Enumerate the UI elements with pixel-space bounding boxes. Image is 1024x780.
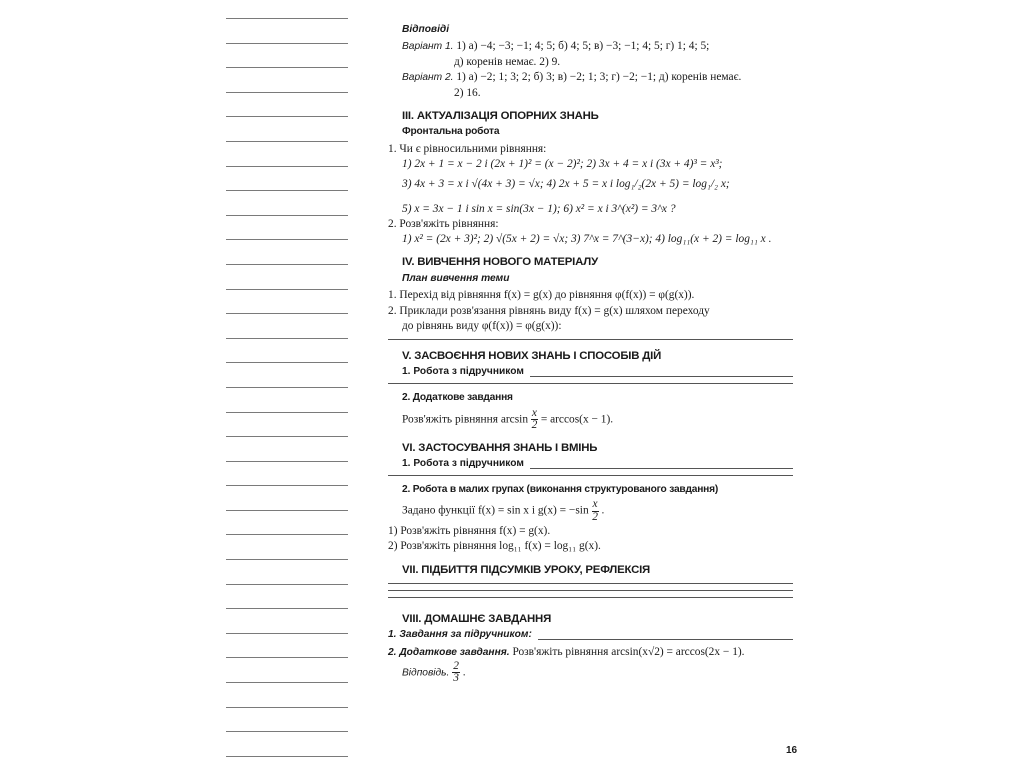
margin-note-line[interactable] [226, 559, 348, 560]
fraction-numerator: 2 [453, 659, 459, 672]
margin-note-line[interactable] [226, 166, 348, 167]
s8-extra-label: 2. Додаткове завдання. [388, 646, 510, 658]
answers-heading: Відповіді [402, 24, 450, 35]
margin-note-line[interactable] [226, 92, 348, 93]
margin-note-line[interactable] [226, 436, 348, 437]
page-number: 16 [786, 745, 798, 756]
s8-extra-text: Розв'яжіть рівняння arcsin(x√2) = arccos(2x − 1). [512, 645, 745, 658]
answer-line[interactable] [530, 468, 793, 469]
s4-plan-item-2-cont: до рівнянь виду φ(f(x)) = φ(g(x)): [402, 319, 562, 332]
margin-note-line[interactable] [226, 584, 348, 585]
margin-note-line[interactable] [226, 190, 348, 191]
margin-note-line[interactable] [226, 657, 348, 658]
answer-line[interactable] [388, 583, 793, 584]
section-4-title: IV. ВИВЧЕННЯ НОВОГО МАТЕРІАЛУ [402, 256, 598, 269]
fraction [452, 661, 460, 685]
margin-note-line[interactable] [226, 682, 348, 683]
variant-2-text-cont: 2) 16. [454, 86, 481, 99]
answer-line[interactable] [388, 339, 793, 340]
section-8-title: VIII. ДОМАШНЄ ЗАВДАННЯ [402, 612, 552, 625]
fraction-numerator: x [531, 406, 537, 419]
s5-task-post: = arccos(x − 1). [540, 413, 614, 426]
s5-work-row [402, 366, 793, 379]
margin-note-line[interactable] [226, 239, 348, 240]
margin-note-line[interactable] [226, 313, 348, 314]
s3-q2-line-1: 1) x² = (2x + 3)²; 2) √(5x + 2) = √x; 3) 7^x = 7^(3−x); 4) log₁₁(x + 2) = log₁₁ x . [402, 233, 772, 245]
s3-question-1: 1. Чи є рівносильними рівняння: [388, 142, 547, 155]
variant-2-text: 1) а) −2; 1; 3; 2; б) 3; в) −2; 1; 3; г) −2; −1; д) коренів немає. [456, 70, 742, 83]
section-6-title: VI. ЗАСТОСУВАННЯ ЗНАНЬ І ВМІНЬ [402, 441, 598, 454]
answer-line[interactable] [388, 590, 793, 591]
s6-given-pre: Задано функції f(x) = sin x і g(x) = −sin [402, 504, 589, 517]
s6-groups-label: 2. Робота в малих групах (виконання структурованого завдання) [402, 483, 719, 495]
margin-note-line[interactable] [226, 412, 348, 413]
margin-note-line[interactable] [226, 707, 348, 708]
margin-note-line[interactable] [226, 534, 348, 535]
s6-work-label: 1. Робота з підручником [402, 457, 524, 469]
margin-note-line[interactable] [226, 264, 348, 265]
s6-work-row [402, 458, 793, 471]
section-3-title: ІІІ. АКТУАЛІЗАЦІЯ ОПОРНИХ ЗНАНЬ [402, 109, 599, 122]
s5-extra-label: 2. Додаткове завдання [402, 392, 513, 403]
margin-note-line[interactable] [226, 608, 348, 609]
variant-2-label: Варіант 2. [402, 71, 454, 83]
fraction-denominator: 3 [453, 672, 459, 685]
margin-note-line[interactable] [226, 18, 348, 19]
margin-note-line[interactable] [226, 756, 348, 757]
answer-line[interactable] [388, 475, 793, 476]
fraction [531, 408, 538, 432]
section-5-title: V. ЗАСВОЄННЯ НОВИХ ЗНАНЬ І СПОСОБІВ ДІЙ [402, 350, 662, 362]
answer-line[interactable] [388, 597, 793, 598]
s6-task-2: 2) Розв'яжіть рівняння log₁₁ f(x) = log₁₁ g(x). [388, 540, 601, 553]
answer-line[interactable] [388, 383, 793, 384]
answer-line[interactable] [538, 639, 793, 640]
answers-variant-2 [388, 70, 793, 85]
answer-line[interactable] [530, 376, 793, 377]
margin-note-line[interactable] [226, 67, 348, 68]
section-4-subtitle: План вивчення теми [402, 272, 510, 284]
s5-task-pre: Розв'яжіть рівняння arcsin [402, 413, 529, 426]
margin-note-line[interactable] [226, 633, 348, 634]
margin-note-lines [226, 18, 348, 780]
s6-given [388, 499, 793, 523]
worksheet-page [388, 24, 793, 685]
fraction [592, 499, 599, 523]
fraction-denominator: 2 [531, 419, 538, 432]
s8-answer-label: Відповідь. [402, 667, 450, 679]
margin-note-line[interactable] [226, 387, 348, 388]
variant-1-text-cont: д) коренів немає. 2) 9. [454, 55, 561, 68]
margin-note-line[interactable] [226, 485, 348, 486]
s8-homework-row [388, 629, 793, 642]
section-3-subtitle: Фронтальна робота [402, 126, 500, 137]
margin-note-line[interactable] [226, 116, 348, 117]
s6-task-1: 1) Розв'яжіть рівняння f(x) = g(x). [388, 525, 551, 538]
margin-note-line[interactable] [226, 289, 348, 290]
s3-question-2: 2. Розв'яжіть рівняння: [388, 217, 499, 230]
s3-q1-line-2: 3) 4x + 3 = x і √(4x + 3) = √x; 4) 2x + 5 = x і log₁/₂(2x + 5) = log₁/₂ x; [402, 178, 730, 191]
s8-answer [388, 661, 793, 685]
variant-1-label: Варіант 1. [402, 40, 454, 52]
margin-note-line[interactable] [226, 43, 348, 44]
answers-variant-1 [388, 39, 793, 54]
s8-extra-task [388, 645, 793, 660]
section-7-title: VII. ПІДБИТТЯ ПІДСУМКІВ УРОКУ, РЕФЛЕКСІЯ [402, 563, 651, 576]
margin-note-line[interactable] [226, 731, 348, 732]
variant-1-text: 1) а) −4; −3; −1; 4; 5; б) 4; 5; в) −3; −1; 4; 5; г) 1; 4; 5; [456, 39, 710, 52]
margin-note-line[interactable] [226, 461, 348, 462]
s5-extra-task [388, 408, 793, 432]
s4-plan-item-2: 2. Приклади розв'язання рівнянь виду f(x) = g(x) шляхом переходу [388, 304, 710, 317]
fraction-numerator: x [592, 498, 598, 511]
margin-note-line[interactable] [226, 141, 348, 142]
s3-q1-line-3: 5) x = 3x − 1 і sin x = sin(3x − 1); 6) x² = x і 3^(x²) = 3^x ? [402, 202, 676, 215]
margin-note-line[interactable] [226, 362, 348, 363]
s4-plan-item-1: 1. Перехід від рівняння f(x) = g(x) до рівняння φ(f(x)) = φ(g(x)). [388, 289, 695, 302]
fraction-denominator: 2 [592, 510, 598, 523]
s8-homework-label: 1. Завдання за підручником: [388, 629, 532, 641]
s3-q1-line-1: 1) 2x + 1 = x − 2 і (2x + 1)² = (x − 2)²; 2) 3x + 4 = x і (3x + 4)³ = x³; [402, 158, 723, 170]
margin-note-line[interactable] [226, 215, 348, 216]
margin-note-line[interactable] [226, 338, 348, 339]
margin-note-line[interactable] [226, 510, 348, 511]
s8-answer-post: . [462, 666, 466, 679]
s6-given-post: . [601, 504, 605, 517]
s5-work-label: 1. Робота з підручником [402, 366, 524, 378]
